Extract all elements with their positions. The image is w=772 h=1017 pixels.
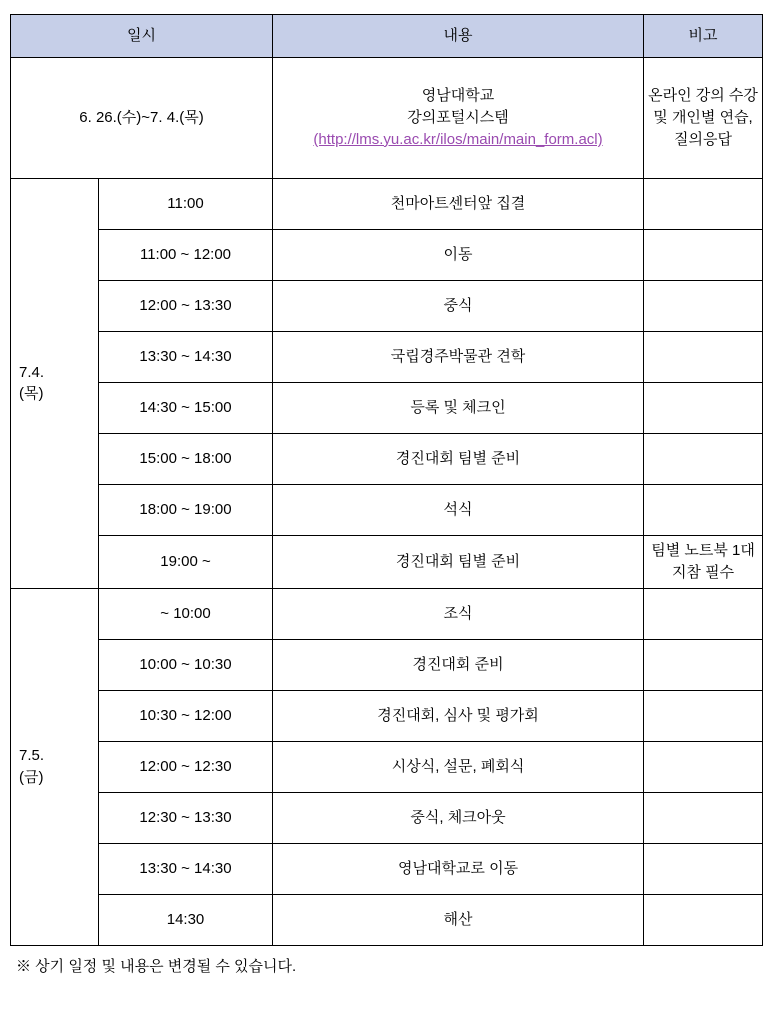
cell-date-online-period: 6. 26.(수)~7. 4.(목) bbox=[11, 58, 273, 179]
table-row bbox=[11, 792, 763, 843]
table-row bbox=[11, 332, 763, 383]
cell-time: 15:00 ~ 18:00 bbox=[99, 434, 273, 485]
cell-note bbox=[644, 843, 763, 894]
cell-content: 경진대회 준비 bbox=[273, 639, 644, 690]
cell-content: 등록 및 체크인 bbox=[273, 383, 644, 434]
column-header-content: 내용 bbox=[273, 15, 644, 58]
lms-link-wrapper bbox=[276, 129, 640, 151]
table-row bbox=[11, 588, 763, 639]
cell-note bbox=[644, 383, 763, 434]
cell-note bbox=[644, 792, 763, 843]
content-line-university: 영남대학교 bbox=[421, 87, 495, 105]
table-body bbox=[11, 58, 763, 946]
cell-time: 14:30 bbox=[99, 894, 273, 945]
cell-note bbox=[644, 332, 763, 383]
cell-time: 11:00 bbox=[99, 179, 273, 230]
table-row bbox=[11, 230, 763, 281]
cell-note-laptop: 팀별 노트북 1대 지참 필수 bbox=[644, 536, 763, 589]
cell-content: 경진대회 팀별 준비 bbox=[273, 536, 644, 589]
cell-note bbox=[644, 741, 763, 792]
schedule-table bbox=[10, 14, 763, 946]
cell-note bbox=[644, 179, 763, 230]
cell-content: 영남대학교로 이동 bbox=[273, 843, 644, 894]
cell-time: 13:30 ~ 14:30 bbox=[99, 332, 273, 383]
cell-date-day1 bbox=[11, 179, 99, 589]
table-row bbox=[11, 894, 763, 945]
cell-content: 해산 bbox=[273, 894, 644, 945]
cell-content: 경진대회 팀별 준비 bbox=[273, 434, 644, 485]
footnote-text: ※ 상기 일정 및 내용은 변경될 수 있습니다. bbox=[16, 957, 297, 975]
cell-note bbox=[644, 230, 763, 281]
date-day2-line1: 7.5. bbox=[19, 746, 45, 764]
table-row bbox=[11, 485, 763, 536]
cell-note bbox=[644, 485, 763, 536]
cell-time: 10:00 ~ 10:30 bbox=[99, 639, 273, 690]
cell-note bbox=[644, 639, 763, 690]
cell-content: 중식, 체크아웃 bbox=[273, 792, 644, 843]
cell-content: 시상식, 설문, 폐회식 bbox=[273, 741, 644, 792]
cell-time: 14:30 ~ 15:00 bbox=[99, 383, 273, 434]
cell-time: 18:00 ~ 19:00 bbox=[99, 485, 273, 536]
cell-content: 중식 bbox=[273, 281, 644, 332]
cell-content: 천마아트센터앞 집결 bbox=[273, 179, 644, 230]
cell-time: ~ 10:00 bbox=[99, 588, 273, 639]
cell-content: 석식 bbox=[273, 485, 644, 536]
date-day1-line1: 7.4. bbox=[19, 363, 45, 381]
cell-time: 12:00 ~ 13:30 bbox=[99, 281, 273, 332]
cell-content: 조식 bbox=[273, 588, 644, 639]
table-row bbox=[11, 179, 763, 230]
cell-note bbox=[644, 281, 763, 332]
cell-content: 경진대회, 심사 및 평가회 bbox=[273, 690, 644, 741]
table-row bbox=[11, 536, 763, 589]
date-day2-line2: (금) bbox=[19, 768, 44, 786]
cell-time: 10:30 ~ 12:00 bbox=[99, 690, 273, 741]
cell-time: 12:30 ~ 13:30 bbox=[99, 792, 273, 843]
column-header-date: 일시 bbox=[11, 15, 273, 58]
cell-date-day2 bbox=[11, 588, 99, 945]
table-row bbox=[11, 434, 763, 485]
cell-note-online-lecture: 온라인 강의 수강 및 개인별 연습, 질의응답 bbox=[644, 58, 763, 179]
cell-note bbox=[644, 434, 763, 485]
table-row bbox=[11, 843, 763, 894]
cell-note bbox=[644, 690, 763, 741]
table-header bbox=[11, 15, 763, 58]
table-header-row bbox=[11, 15, 763, 58]
cell-time: 12:00 ~ 12:30 bbox=[99, 741, 273, 792]
lms-portal-link[interactable]: (http://lms.yu.ac.kr/ilos/main/main_form.acl) bbox=[313, 130, 603, 148]
date-day1-line2: (목) bbox=[19, 385, 44, 403]
cell-time: 13:30 ~ 14:30 bbox=[99, 843, 273, 894]
table-row bbox=[11, 281, 763, 332]
cell-time: 11:00 ~ 12:00 bbox=[99, 230, 273, 281]
cell-content: 국립경주박물관 견학 bbox=[273, 332, 644, 383]
table-row bbox=[11, 383, 763, 434]
cell-content: 이동 bbox=[273, 230, 644, 281]
cell-content-online-lecture bbox=[273, 58, 644, 179]
content-line-portal: 강의포털시스템 bbox=[407, 109, 509, 127]
table-row bbox=[11, 639, 763, 690]
table-row bbox=[11, 741, 763, 792]
cell-time: 19:00 ~ bbox=[99, 536, 273, 589]
cell-note bbox=[644, 894, 763, 945]
cell-note bbox=[644, 588, 763, 639]
table-row bbox=[11, 690, 763, 741]
column-header-note: 비고 bbox=[644, 15, 763, 58]
table-row-online-lecture bbox=[11, 58, 763, 179]
